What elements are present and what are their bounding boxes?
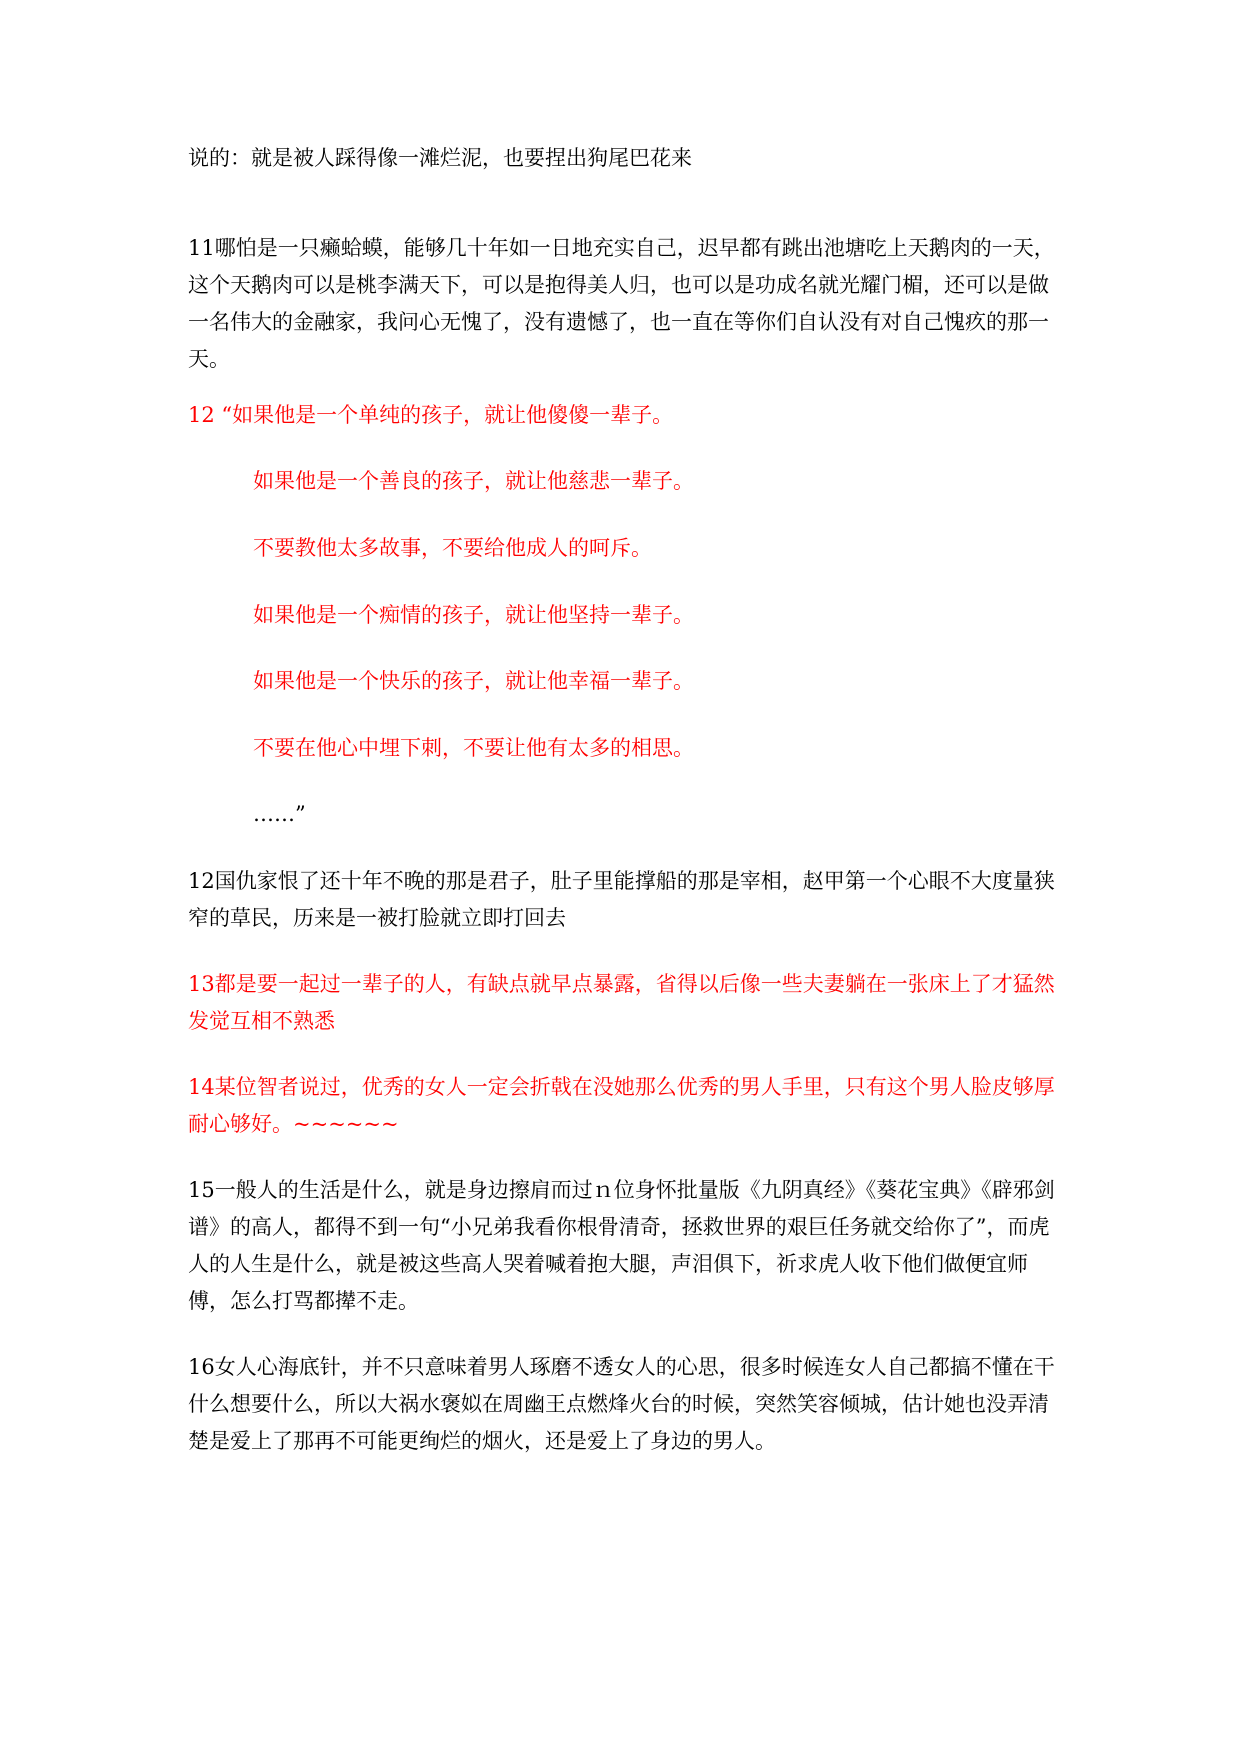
poem-line-6: 不要在他心中埋下刺，不要让他有太多的相思。 [253,736,694,760]
poem-line-2: 如果他是一个善良的孩子，就让他慈悲一辈子。 [253,469,694,493]
poem-line-5: 如果他是一个快乐的孩子，就让他幸福一辈子。 [253,669,694,693]
paragraph-11: 11哪怕是一只癞蛤蟆，能够几十年如一日地充实自己，迟早都有跳出池塘吃上天鹅肉的一天，这个天鹅肉可以是桃李满天下，可以是抱得美人归，也可以是功成名就光耀门楣，还可以是做一名伟大的金融家，我问心无愧了，没有遗憾了，也一直在等你们自认没有对自己愧疚的那一天。 [188,236,1055,371]
paragraph-15: 15一般人的生活是什么，就是身边擦肩而过ｎ位身怀批量版《九阴真经》《葵花宝典》《辟邪剑谱》的高人，都得不到一句“小兄弟我看你根骨清奇，拯救世界的艰巨任务就交给你了”，而虎人的人生是什么，就是被这些高人哭着喊着抱大腿，声泪俱下，祈求虎人收下他们做便宜师傅，怎么打骂都撵不走。 [188,1178,1055,1313]
paragraph-13: 13都是要一起过一辈子的人，有缺点就早点暴露，省得以后像一些夫妻躺在一张床上了才猛然发觉互相不熟悉 [188,972,1055,1033]
paragraph-16: 16女人心海底针，并不只意味着男人琢磨不透女人的心思，很多时候连女人自己都搞不懂在干什么想要什么，所以大祸水褒姒在周幽王点燃烽火台的时候，突然笑容倾城，估计她也没弄清楚是爱上了那再不可能更绚烂的烟火，还是爱上了身边的男人。 [188,1355,1055,1453]
poem-line-1: 12 “如果他是一个单纯的孩子，就让他傻傻一辈子。 [188,403,674,427]
paragraph-intro: 说的：就是被人踩得像一滩烂泥，也要捏出狗尾巴花来 [188,146,692,170]
paragraph-14: 14某位智者说过，优秀的女人一定会折戟在没她那么优秀的男人手里，只有这个男人脸皮够厚耐心够好。~~~~~~ [188,1075,1055,1136]
poem-line-4: 如果他是一个痴情的孩子，就让他坚持一辈子。 [253,603,694,627]
paragraph-12b: 12国仇家恨了还十年不晚的那是君子，肚子里能撑船的那是宰相，赵甲第一个心眼不大度量狭窄的草民，历来是一被打脸就立即打回去 [188,869,1055,930]
poem-line-7: ……” [253,802,306,826]
poem-line-3: 不要教他太多故事，不要给他成人的呵斥。 [253,536,652,560]
